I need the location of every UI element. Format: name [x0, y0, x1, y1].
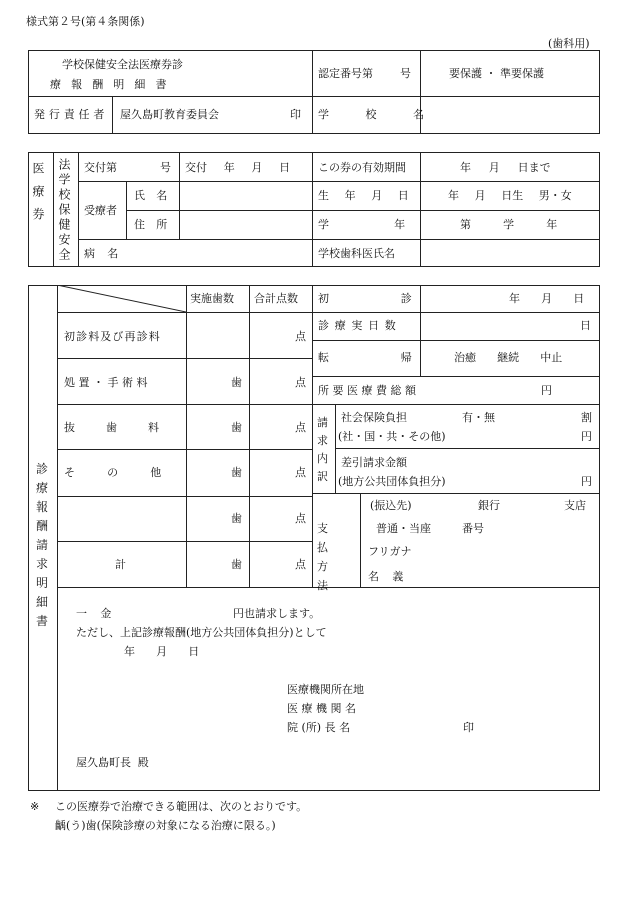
- voucher-side-label-b: 法学校保健安全: [57, 158, 71, 263]
- branch-label: 支店: [564, 499, 586, 512]
- treatment-days-label: 診 療 実 日 数: [318, 319, 397, 332]
- first-visit-date: 年 月 日: [509, 292, 585, 305]
- claim-amount-yen: 円: [581, 475, 592, 488]
- voucher-side-label-a: 医療券: [31, 162, 45, 231]
- name-label: 氏 名: [134, 189, 172, 202]
- breakdown-label: 請求内訳: [317, 416, 328, 483]
- row-total-points: 点: [295, 558, 306, 571]
- row-blank-teeth: 歯: [231, 512, 242, 525]
- cert-no-suffix: 号: [400, 67, 411, 80]
- issuer-seal: 印: [290, 108, 301, 121]
- form-number: 様式第２号(第４条関係): [26, 15, 145, 28]
- institution-name-label: 医 療 機 関 名: [287, 702, 356, 715]
- protection-options: 要保護 ・ 準要保護: [449, 67, 544, 80]
- recipient-label: 受療者: [84, 204, 117, 217]
- validity-value: 年 月 日まで: [460, 161, 551, 174]
- addressee: 屋久島町長 殿: [76, 756, 149, 769]
- total-cost-label: 所 要 医 療 費 総 額: [318, 384, 416, 397]
- footnote-mark: ※: [30, 800, 40, 813]
- director-seal: 印: [463, 721, 474, 734]
- bank-label: 銀行: [478, 499, 500, 512]
- row-other-points: 点: [295, 466, 306, 479]
- row-total-label: 計: [115, 558, 126, 571]
- row-other-label: そ の 他: [64, 466, 162, 479]
- outcome-label: 転 帰: [318, 351, 412, 364]
- issue-no-suffix: 号: [160, 161, 171, 174]
- validity-label: この券の有効期間: [318, 161, 406, 174]
- institution-address-label: 医療機関所在地: [287, 683, 364, 696]
- account-holder-label: 名 義: [368, 570, 404, 583]
- social-insurance-label: 社会保険負担: [341, 411, 407, 424]
- outcome-options: 治癒 継続 中止: [454, 351, 563, 364]
- total-cost-unit: 円: [541, 384, 552, 397]
- header-diagonal: [57, 285, 186, 312]
- col-teeth-header: 実施歯数: [190, 292, 234, 305]
- birth-value: 年 月 日生 男・女: [448, 189, 572, 202]
- claim-amount-prefix: 一 金: [76, 607, 112, 620]
- payment-method-label: 支払方法: [317, 522, 338, 592]
- grade-label: 学 年: [318, 218, 406, 231]
- grade-value: 第 学 年: [460, 218, 558, 231]
- title-line1: 学校保健安全法医療券診: [62, 58, 183, 71]
- issue-no-label: 交付第: [84, 161, 117, 174]
- row-treatment-points: 点: [295, 376, 306, 389]
- statement-side-label: 診療報酬請求明細書: [36, 462, 49, 628]
- disease-label: 病 名: [84, 247, 119, 260]
- school-dentist-label: 学校歯科医氏名: [318, 247, 395, 260]
- birth-label: 生 年 月 日: [318, 189, 409, 202]
- first-visit-label: 初 診: [318, 292, 412, 305]
- row-first-visit-points: 点: [295, 330, 306, 343]
- row-other-teeth: 歯: [231, 466, 242, 479]
- cert-no-label: 認定番号第: [318, 67, 373, 80]
- account-type: 普通・当座: [376, 522, 431, 535]
- issue-date: 交付 年 月 日: [185, 161, 291, 174]
- row-blank-points: 点: [295, 512, 306, 525]
- social-insurance-pct: 割: [581, 411, 592, 424]
- transfer-to-label: (振込先): [370, 499, 412, 512]
- account-number-label: 番号: [462, 522, 484, 535]
- issuer-value: 屋久島町教育委員会: [120, 108, 219, 121]
- row-first-visit-label: 初診料及び再診料: [64, 330, 161, 343]
- social-insurance-yn: 有・無: [462, 411, 495, 424]
- claim-date: 年 月 日: [124, 645, 200, 658]
- dental-use-label: (歯科用): [548, 37, 590, 50]
- col-points-header: 合計点数: [254, 292, 298, 305]
- row-treatment-label: 処 置 ・ 手 術 料: [64, 376, 148, 389]
- claim-amount-label: 差引請求金額: [341, 456, 407, 469]
- social-insurance-yen: 円: [581, 430, 592, 443]
- row-extraction-label: 抜 歯 料: [64, 421, 159, 434]
- claim-amount-suffix: 円也請求します。: [233, 607, 321, 620]
- row-extraction-points: 点: [295, 421, 306, 434]
- row-treatment-teeth: 歯: [231, 376, 242, 389]
- claim-amount-sub: (地方公共団体負担分): [338, 475, 446, 488]
- footnote-line1: この医療券で治療できる範囲は、次のとおりです。: [55, 800, 308, 813]
- row-total-teeth: 歯: [231, 558, 242, 571]
- director-name-label: 院 (所) 長 名: [287, 721, 351, 734]
- issuer-label: 発行責任者: [34, 108, 109, 121]
- treatment-days-unit: 日: [580, 319, 591, 332]
- address-label: 住 所: [134, 218, 172, 231]
- title-line2: 療 報 酬 明 細 書: [50, 78, 170, 91]
- row-extraction-teeth: 歯: [231, 421, 242, 434]
- school-name-label: 学 校 名: [318, 108, 441, 121]
- claim-note: ただし、上記診療報酬(地方公共団体負担分)として: [76, 626, 327, 639]
- social-insurance-sub: (社・国・共・その他): [338, 430, 446, 443]
- furigana-label: フリガナ: [368, 545, 412, 558]
- footnote-line2: 齲(う)歯(保険診療の対象になる治療に限る。): [55, 819, 276, 832]
